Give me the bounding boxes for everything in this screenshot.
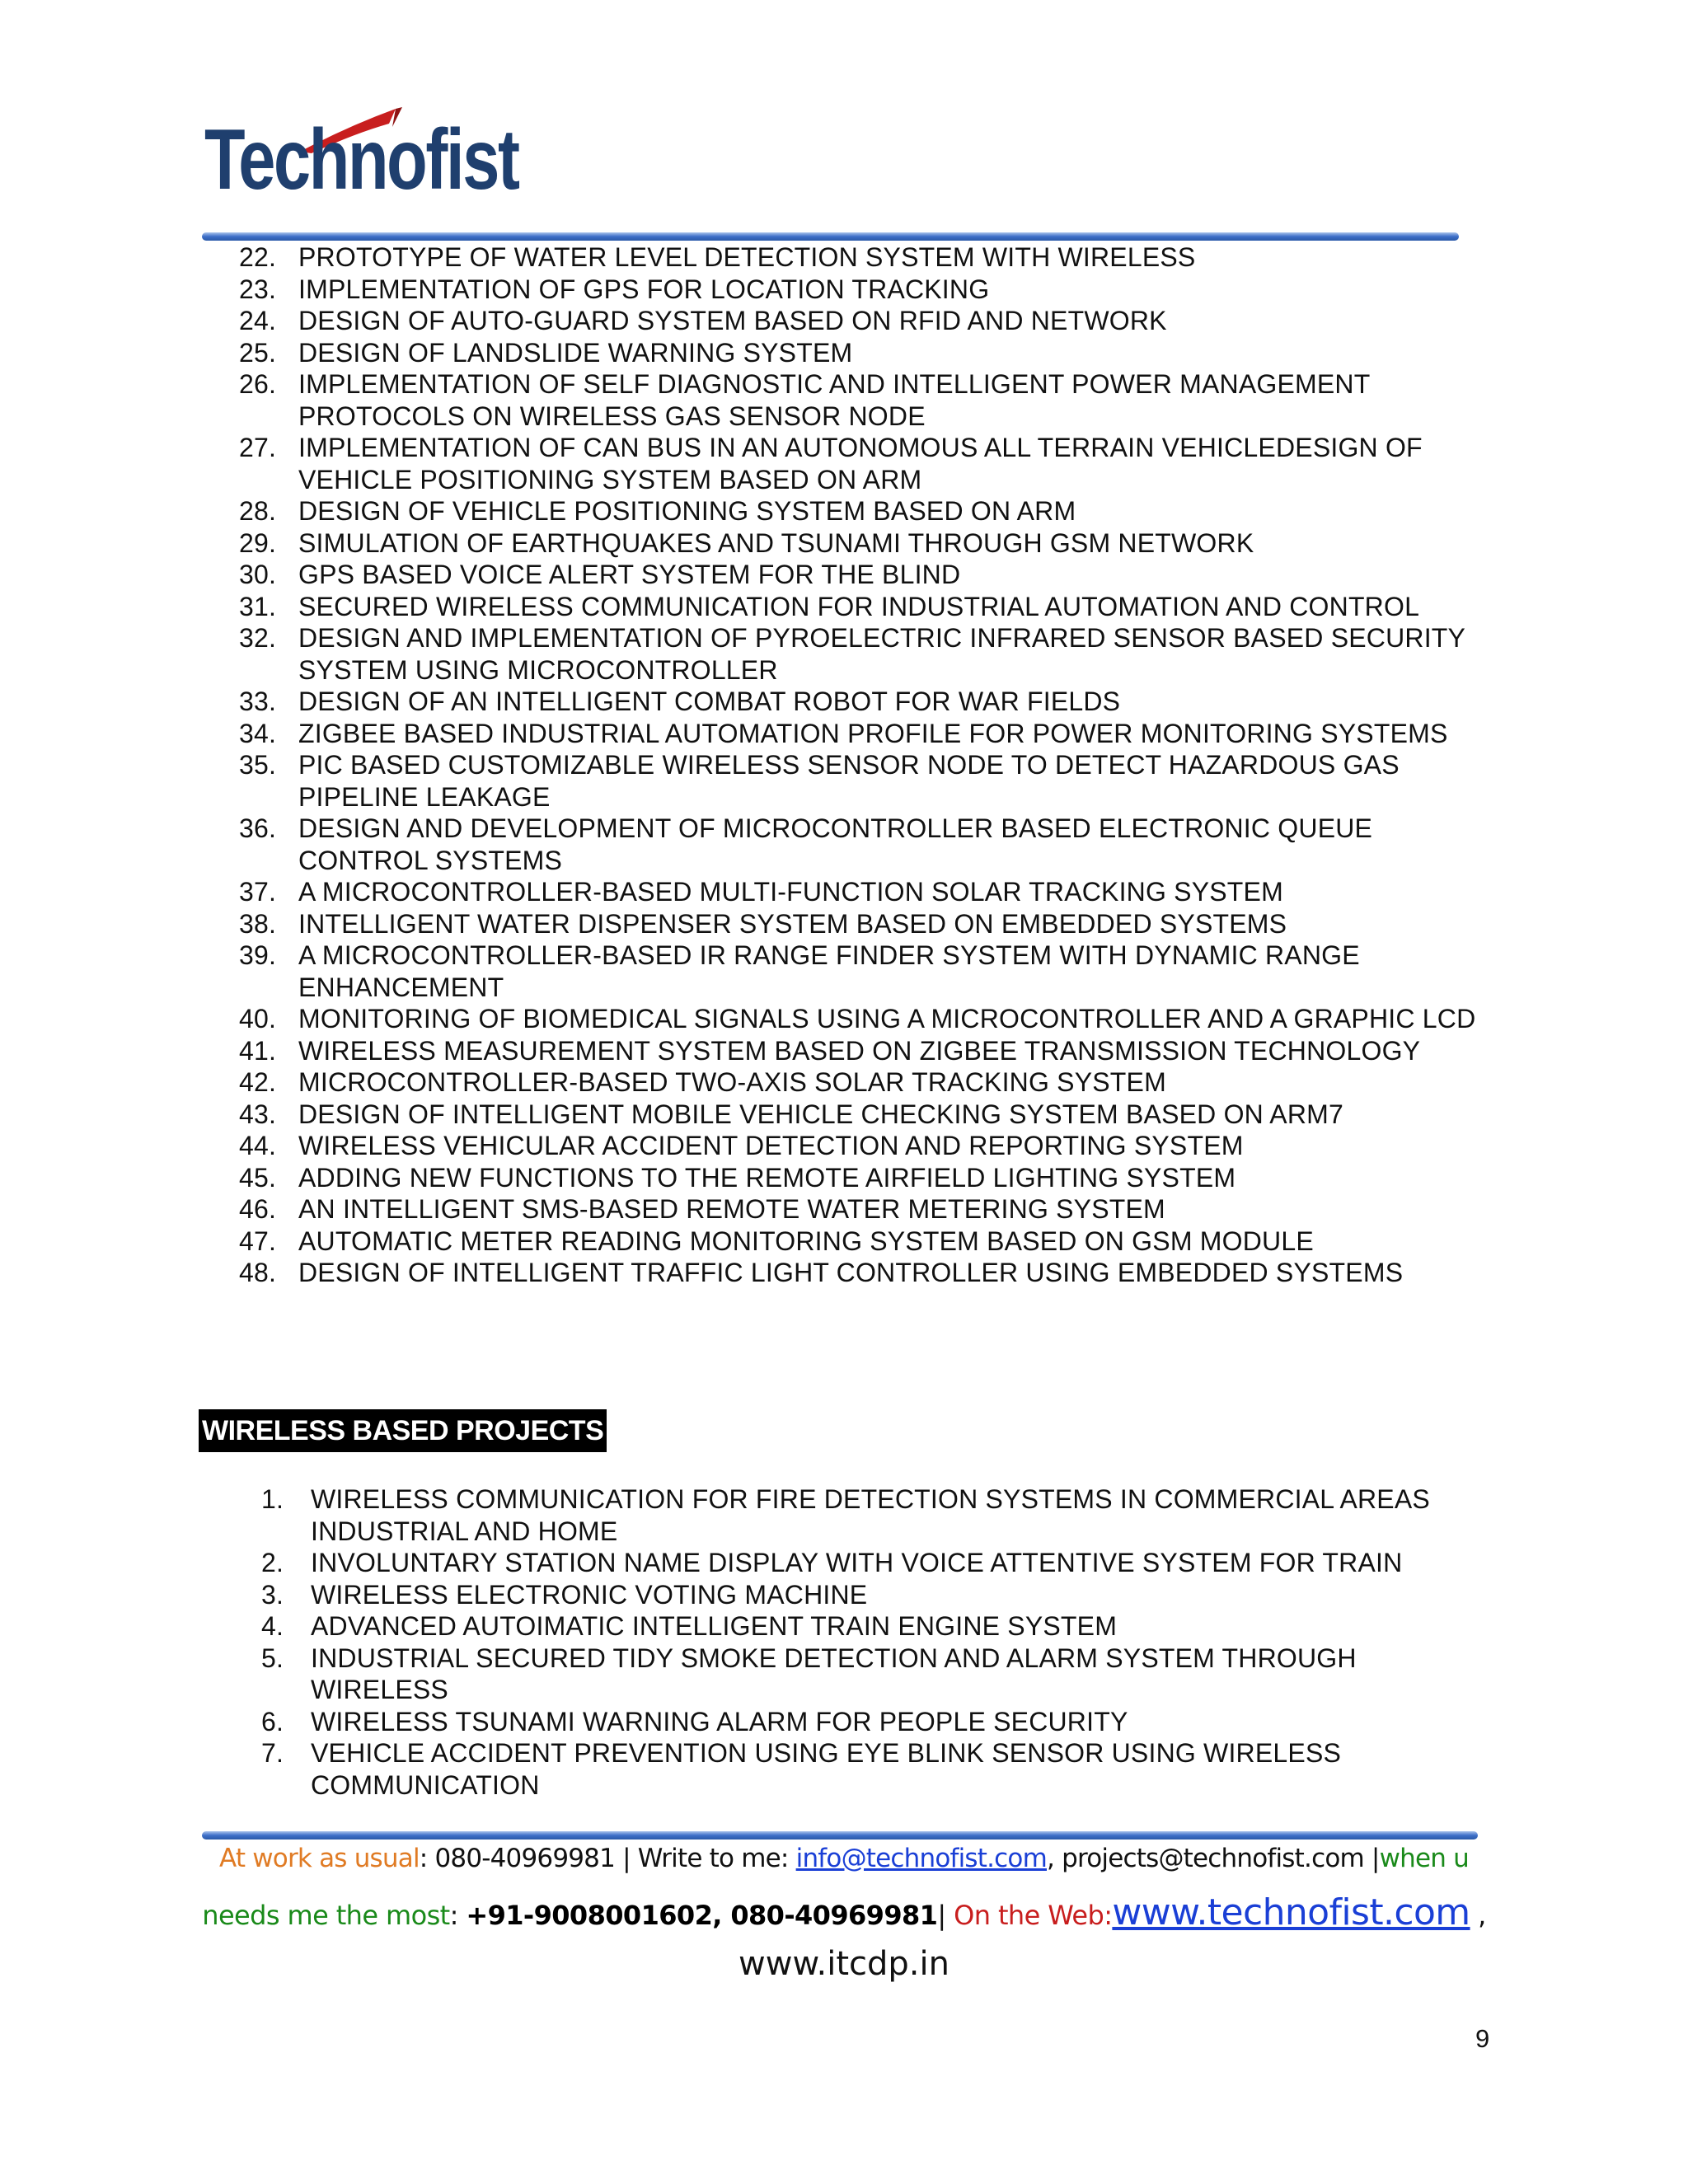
list-item-text: WIRELESS ELECTRONIC VOTING MACHINE xyxy=(311,1579,868,1610)
list-item-text: INVOLUNTARY STATION NAME DISPLAY WITH VOICE ATTENTIVE SYSTEM FOR TRAIN xyxy=(311,1548,1403,1577)
list-item-number: 35. xyxy=(239,750,277,780)
list-item xyxy=(239,241,1508,274)
list-item-number: 43. xyxy=(239,1099,277,1129)
list-item xyxy=(239,527,1508,560)
list-item xyxy=(239,813,1508,876)
list-item-number: 2. xyxy=(261,1548,284,1577)
list-item xyxy=(239,1257,1508,1289)
work-label: At work as usual xyxy=(218,1844,420,1873)
list-item xyxy=(239,686,1508,718)
list-item-number: 31. xyxy=(239,591,277,621)
list-item xyxy=(239,495,1508,527)
project-list xyxy=(239,241,1508,1289)
list-item xyxy=(239,1003,1508,1035)
list-item-number: 40. xyxy=(239,1004,277,1033)
list-item-text: A MICROCONTROLLER-BASED IR RANGE FINDER SYSTEM WITH DYNAMIC RANGE ENHANCEMENT xyxy=(298,940,1360,1002)
list-item-number: 37. xyxy=(239,877,277,907)
list-item-number: 39. xyxy=(239,940,277,970)
list-item-number: 38. xyxy=(239,908,277,939)
list-item-text: DESIGN OF LANDSLIDE WARNING SYSTEM xyxy=(298,337,853,368)
list-item-text: AUTOMATIC METER READING MONITORING SYSTEM BASED ON GSM MODULE xyxy=(298,1226,1314,1256)
list-item-text: DESIGN OF INTELLIGENT TRAFFIC LIGHT CONTROLLER USING EMBEDDED SYSTEMS xyxy=(298,1258,1404,1287)
list-item-text: IMPLEMENTATION OF CAN BUS IN AN AUTONOMOUS ALL TERRAIN VEHICLEDESIGN OF VEHICLE POSITIONING SYSTEM BASED ON ARM xyxy=(298,433,1423,494)
list-item xyxy=(239,432,1508,495)
list-item-number: 42. xyxy=(239,1067,277,1097)
list-item xyxy=(239,274,1508,306)
list-item-text: ADDING NEW FUNCTIONS TO THE REMOTE AIRFIELD LIGHTING SYSTEM xyxy=(298,1162,1236,1193)
wireless-project-list xyxy=(247,1483,1484,1801)
list-item-text: PROTOTYPE OF WATER LEVEL DETECTION SYSTEM WITH WIRELESS xyxy=(298,242,1196,272)
footer-divider xyxy=(202,1831,1478,1840)
list-item xyxy=(239,1130,1508,1162)
list-item xyxy=(239,368,1508,432)
list-item-number: 46. xyxy=(239,1194,277,1224)
list-item-number: 27. xyxy=(239,433,277,462)
list-item-text: IMPLEMENTATION OF GPS FOR LOCATION TRACKING xyxy=(298,274,990,304)
list-item-text: WIRELESS MEASUREMENT SYSTEM BASED ON ZIGBEE TRANSMISSION TECHNOLOGY xyxy=(298,1035,1421,1066)
list-item-number: 45. xyxy=(239,1162,277,1193)
list-item-number: 22. xyxy=(239,242,277,272)
list-item-text: ADVANCED AUTOIMATIC INTELLIGENT TRAIN ENGINE SYSTEM xyxy=(311,1611,1118,1641)
list-item xyxy=(247,1643,1484,1706)
list-item-number: 25. xyxy=(239,337,277,368)
list-item-text: INTELLIGENT WATER DISPENSER SYSTEM BASED ON EMBEDDED SYSTEMS xyxy=(298,908,1287,939)
list-item xyxy=(239,1193,1508,1226)
footer-web-line: www.itcdp.in xyxy=(738,1945,950,1983)
list-item-text: SIMULATION OF EARTHQUAKES AND TSUNAMI THROUGH GSM NETWORK xyxy=(298,527,1254,558)
list-item-text: MONITORING OF BIOMEDICAL SIGNALS USING A MICROCONTROLLER AND A GRAPHIC LCD xyxy=(298,1004,1476,1033)
list-item xyxy=(239,749,1508,813)
web-link[interactable]: www.technofist.com xyxy=(1112,1891,1470,1933)
list-item xyxy=(247,1737,1484,1801)
list-item xyxy=(247,1547,1484,1579)
list-item-number: 7. xyxy=(261,1738,284,1768)
list-item xyxy=(247,1483,1484,1547)
work-phone: : 080-40969981 | Write to me: xyxy=(419,1844,796,1873)
list-item xyxy=(239,1099,1508,1131)
header-divider xyxy=(202,232,1459,241)
email-link[interactable]: info@technofist.com xyxy=(795,1844,1047,1873)
list-item xyxy=(239,591,1508,623)
list-item-number: 28. xyxy=(239,496,277,526)
list-item xyxy=(239,908,1508,940)
list-item-number: 44. xyxy=(239,1131,277,1160)
list-item-text: SECURED WIRELESS COMMUNICATION FOR INDUSTRIAL AUTOMATION AND CONTROL xyxy=(298,591,1420,621)
list-item-number: 36. xyxy=(239,813,277,843)
list-item-text: VEHICLE ACCIDENT PREVENTION USING EYE BLINK SENSOR USING WIRELESS COMMUNICATION xyxy=(311,1738,1342,1800)
separator: | xyxy=(937,1900,954,1931)
need-label: when u xyxy=(1379,1844,1470,1873)
list-item-number: 3. xyxy=(261,1579,284,1610)
list-item xyxy=(239,1226,1508,1258)
list-item-number: 33. xyxy=(239,687,277,716)
need-colon: : xyxy=(449,1900,467,1931)
list-item-text: DESIGN OF INTELLIGENT MOBILE VEHICLE CHECKING SYSTEM BASED ON ARM7 xyxy=(298,1099,1343,1129)
list-item-text: A MICROCONTROLLER-BASED MULTI-FUNCTION SOLAR TRACKING SYSTEM xyxy=(298,877,1283,907)
list-item xyxy=(239,1162,1508,1194)
list-item-number: 41. xyxy=(239,1035,277,1066)
footer-phone-line xyxy=(0,1891,1688,1933)
list-item-number: 29. xyxy=(239,527,277,558)
list-item xyxy=(239,940,1508,1003)
footer-contact-line xyxy=(0,1844,1688,1873)
list-item-text: DESIGN OF AN INTELLIGENT COMBAT ROBOT FOR WAR FIELDS xyxy=(298,687,1121,716)
list-item-text: GPS BASED VOICE ALERT SYSTEM FOR THE BLIND xyxy=(298,560,961,589)
list-item-number: 30. xyxy=(239,560,277,589)
email-secondary: , projects@technofist.com | xyxy=(1047,1844,1380,1873)
list-item-number: 26. xyxy=(239,369,277,399)
list-item xyxy=(247,1706,1484,1738)
list-item xyxy=(239,559,1508,591)
list-item-text: ZIGBEE BASED INDUSTRIAL AUTOMATION PROFILE FOR POWER MONITORING SYSTEMS xyxy=(298,718,1448,748)
list-item-text: DESIGN OF AUTO-GUARD SYSTEM BASED ON RFID AND NETWORK xyxy=(298,306,1167,335)
list-item-text: MICROCONTROLLER-BASED TWO-AXIS SOLAR TRACKING SYSTEM xyxy=(298,1067,1166,1097)
list-item xyxy=(239,1066,1508,1099)
list-item-text: WIRELESS COMMUNICATION FOR FIRE DETECTION SYSTEMS IN COMMERCIAL AREAS INDUSTRIAL AND HOME xyxy=(311,1484,1430,1546)
web-label: On the Web: xyxy=(954,1900,1113,1931)
list-item xyxy=(239,876,1508,908)
list-item xyxy=(239,718,1508,750)
list-item xyxy=(239,337,1508,369)
list-item-number: 47. xyxy=(239,1226,277,1256)
list-item-text: DESIGN AND IMPLEMENTATION OF PYROELECTRIC INFRARED SENSOR BASED SECURITY SYSTEM USING MICROCONTROLLER xyxy=(298,623,1465,685)
list-item xyxy=(239,1035,1508,1067)
list-item-number: 5. xyxy=(261,1643,284,1673)
list-item-number: 24. xyxy=(239,306,277,335)
list-item-text: DESIGN AND DEVELOPMENT OF MICROCONTROLLER BASED ELECTRONIC QUEUE CONTROL SYSTEMS xyxy=(298,813,1373,875)
list-item-number: 1. xyxy=(261,1484,284,1514)
technofist-logo xyxy=(204,105,518,208)
list-item xyxy=(247,1610,1484,1643)
need-label-cont: needs me the most xyxy=(202,1900,450,1931)
list-item-text: WIRELESS TSUNAMI WARNING ALARM FOR PEOPLE SECURITY xyxy=(311,1706,1128,1736)
list-item xyxy=(239,622,1508,686)
section-heading: WIRELESS BASED PROJECTS xyxy=(199,1409,607,1452)
list-item-number: 4. xyxy=(261,1611,284,1641)
list-item-number: 32. xyxy=(239,623,277,653)
list-item-number: 48. xyxy=(239,1258,277,1287)
web-after: , xyxy=(1470,1900,1486,1931)
list-item-text: PIC BASED CUSTOMIZABLE WIRELESS SENSOR NODE TO DETECT HAZARDOUS GAS PIPELINE LEAKAGE xyxy=(298,750,1400,812)
logo-text: Technofist xyxy=(204,112,518,208)
list-item-text: DESIGN OF VEHICLE POSITIONING SYSTEM BASED ON ARM xyxy=(298,496,1076,526)
list-item-text: WIRELESS VEHICULAR ACCIDENT DETECTION AND REPORTING SYSTEM xyxy=(298,1131,1244,1160)
list-item-number: 6. xyxy=(261,1706,284,1736)
list-item xyxy=(247,1579,1484,1611)
list-item-text: INDUSTRIAL SECURED TIDY SMOKE DETECTION AND ALARM SYSTEM THROUGH WIRELESS xyxy=(311,1643,1357,1704)
list-item-text: AN INTELLIGENT SMS-BASED REMOTE WATER METERING SYSTEM xyxy=(298,1194,1165,1224)
list-item-text: IMPLEMENTATION OF SELF DIAGNOSTIC AND INTELLIGENT POWER MANAGEMENT PROTOCOLS ON WIRELESS GAS SENSOR NODE xyxy=(298,369,1370,431)
list-item-number: 23. xyxy=(239,274,277,304)
list-item xyxy=(239,305,1508,337)
page-number: 9 xyxy=(1475,2024,1490,2053)
need-phones: +91-9008001602, 080-40969981 xyxy=(466,1900,938,1931)
list-item-number: 34. xyxy=(239,718,277,748)
